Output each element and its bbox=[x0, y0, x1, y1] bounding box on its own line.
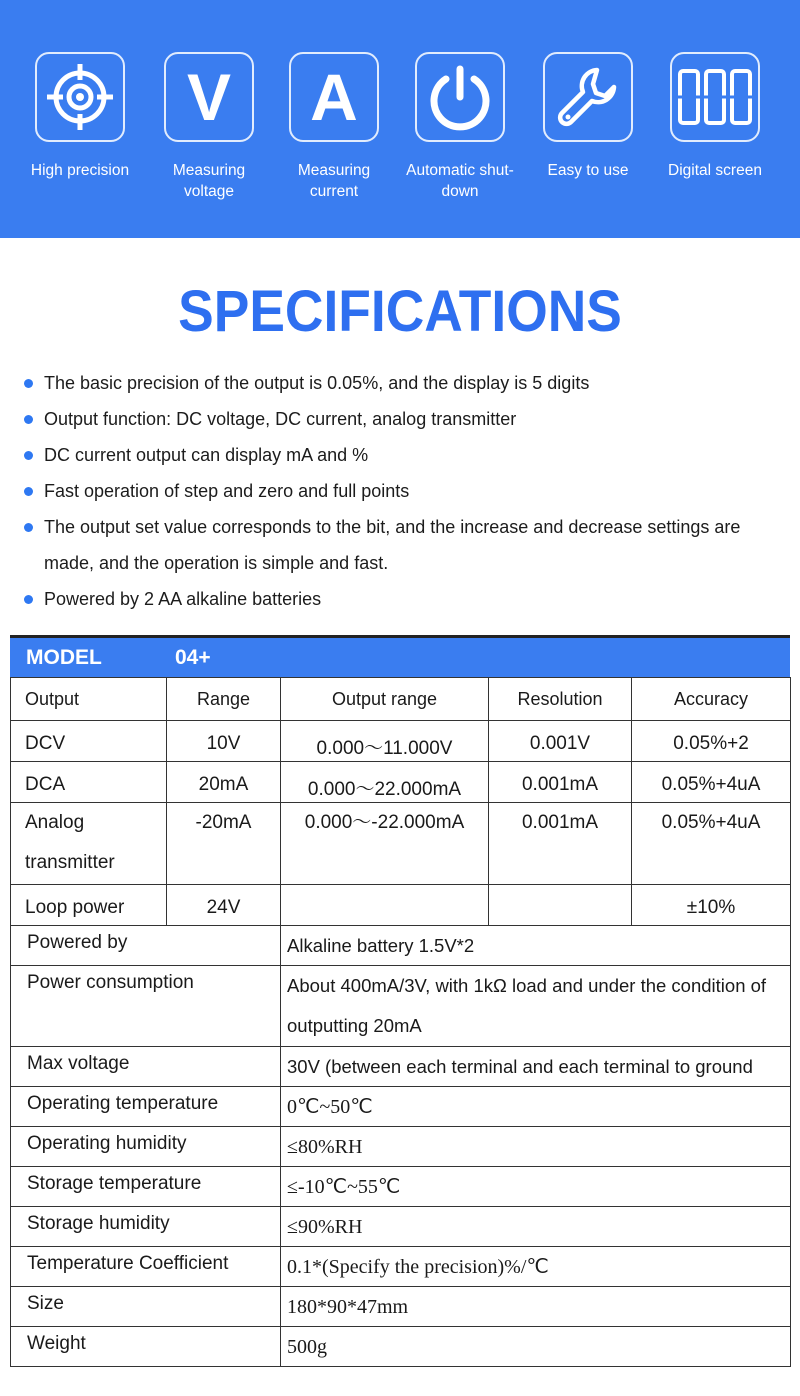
feature-label: High precision bbox=[30, 162, 130, 179]
spec-table bbox=[10, 635, 790, 1367]
letter-a-icon: A bbox=[310, 60, 358, 134]
wrench-icon bbox=[553, 62, 623, 132]
bullet-dot-icon bbox=[24, 595, 33, 604]
feature-automatic-shutdown bbox=[400, 52, 520, 202]
list-item bbox=[24, 509, 794, 581]
column-header: Output bbox=[11, 678, 167, 721]
table-cell: 0.000～-22.000mA bbox=[281, 803, 489, 885]
table-cell: 0.000～22.000mA bbox=[281, 762, 489, 803]
column-header: Output range bbox=[281, 678, 489, 721]
letter-v-icon: V bbox=[186, 60, 232, 134]
column-header: Resolution bbox=[489, 678, 632, 721]
model-label: MODEL bbox=[26, 645, 102, 669]
table-row bbox=[11, 966, 791, 1047]
table-cell: 0.05%+2 bbox=[632, 721, 791, 762]
table-cell: 0.001mA bbox=[489, 762, 632, 803]
spec-value: ≤80%RH bbox=[281, 1127, 791, 1167]
bullet-text: Output function: DC voltage, DC current, analog transmitter bbox=[44, 409, 517, 429]
list-item bbox=[24, 581, 794, 617]
table-cell: 0.001V bbox=[489, 721, 632, 762]
table-row bbox=[11, 1247, 791, 1287]
spec-key: Max voltage bbox=[11, 1047, 281, 1087]
table-row bbox=[11, 721, 791, 762]
spec-value: 180*90*47mm bbox=[281, 1287, 791, 1327]
table-cell: 20mA bbox=[167, 762, 281, 803]
table-cell: DCV bbox=[11, 721, 167, 762]
table-cell: 0.05%+4uA bbox=[632, 762, 791, 803]
column-header: Accuracy bbox=[632, 678, 791, 721]
feature-label: Digital screen bbox=[668, 162, 762, 179]
bullet-dot-icon bbox=[24, 415, 33, 424]
table-cell: 0.05%+4uA bbox=[632, 803, 791, 885]
feature-icon-box bbox=[289, 52, 379, 142]
model-value: 04+ bbox=[175, 645, 211, 669]
spec-value: ≤90%RH bbox=[281, 1207, 791, 1247]
spec-value: Alkaline battery 1.5V*2 bbox=[281, 926, 791, 966]
spec-value: 500g bbox=[281, 1327, 791, 1367]
table-cell: 10V bbox=[167, 721, 281, 762]
bullet-dot-icon bbox=[24, 487, 33, 496]
feature-measuring-current bbox=[274, 52, 394, 202]
feature-digital-screen bbox=[655, 52, 775, 181]
table-row bbox=[11, 762, 791, 803]
bullet-text: The basic precision of the output is 0.05%, and the display is 5 digits bbox=[44, 373, 590, 393]
model-header bbox=[10, 635, 790, 677]
feature-label: Measuring current bbox=[297, 162, 371, 200]
bullet-text: Fast operation of step and zero and full points bbox=[44, 481, 410, 501]
table-row bbox=[11, 1127, 791, 1167]
spec-key: Power consumption bbox=[11, 966, 281, 1047]
spec-detail-table bbox=[10, 925, 791, 1367]
feature-icon-box bbox=[164, 52, 254, 142]
table-cell: -20mA bbox=[167, 803, 281, 885]
feature-icon-box bbox=[670, 52, 760, 142]
bullet-dot-icon bbox=[24, 451, 33, 460]
feature-icon-box bbox=[35, 52, 125, 142]
table-row bbox=[11, 1327, 791, 1367]
spec-key: Storage humidity bbox=[11, 1207, 281, 1247]
spec-key: Storage temperature bbox=[11, 1167, 281, 1207]
spec-value: 0.1*(Specify the precision)%/℃ bbox=[281, 1247, 791, 1287]
feature-label: Measuring voltage bbox=[172, 162, 246, 200]
bullet-dot-icon bbox=[24, 523, 33, 532]
table-cell bbox=[281, 885, 489, 926]
table-cell: 0.000～11.000V bbox=[281, 721, 489, 762]
bullet-text: Powered by 2 AA alkaline batteries bbox=[44, 589, 322, 609]
table-cell bbox=[489, 885, 632, 926]
feature-icon-box bbox=[543, 52, 633, 142]
feature-measuring-voltage bbox=[149, 52, 269, 202]
table-cell: ±10% bbox=[632, 885, 791, 926]
spec-key: Powered by bbox=[11, 926, 281, 966]
table-row bbox=[11, 1047, 791, 1087]
table-row bbox=[11, 1287, 791, 1327]
power-icon bbox=[424, 61, 496, 133]
table-row bbox=[11, 1207, 791, 1247]
spec-value: 0℃~50℃ bbox=[281, 1087, 791, 1127]
output-table bbox=[10, 677, 791, 926]
feature-banner bbox=[0, 0, 800, 238]
spec-value: 30V (between each terminal and each terminal to ground bbox=[281, 1047, 791, 1087]
spec-value: ≤-10℃~55℃ bbox=[281, 1167, 791, 1207]
table-cell: DCA bbox=[11, 762, 167, 803]
list-item bbox=[24, 473, 794, 509]
column-header: Range bbox=[167, 678, 281, 721]
spec-key: Temperature Coefficient bbox=[11, 1247, 281, 1287]
table-row bbox=[11, 1167, 791, 1207]
bullet-text: DC current output can display mA and % bbox=[44, 445, 369, 465]
table-cell: Analog transmitter bbox=[11, 803, 167, 885]
spec-key: Size bbox=[11, 1287, 281, 1327]
feature-high-precision bbox=[20, 52, 140, 181]
spec-key: Operating temperature bbox=[11, 1087, 281, 1127]
bullet-dot-icon bbox=[24, 379, 33, 388]
table-row bbox=[11, 926, 791, 966]
feature-easy-to-use bbox=[528, 52, 648, 181]
table-cell: 24V bbox=[167, 885, 281, 926]
list-item bbox=[24, 437, 794, 473]
spec-key: Operating humidity bbox=[11, 1127, 281, 1167]
table-cell: 0.001mA bbox=[489, 803, 632, 885]
table-header-row bbox=[11, 678, 791, 721]
spec-key: Weight bbox=[11, 1327, 281, 1367]
feature-label: Automatic shut-down bbox=[406, 162, 514, 200]
crosshair-icon bbox=[43, 60, 117, 134]
feature-label: Easy to use bbox=[547, 162, 629, 179]
table-cell: Loop power bbox=[11, 885, 167, 926]
table-row bbox=[11, 803, 791, 885]
list-item bbox=[24, 401, 794, 437]
seven-segment-icon bbox=[677, 66, 753, 128]
table-row bbox=[11, 885, 791, 926]
bullet-text: The output set value corresponds to the bit, and the increase and decrease settings are made, and the operation is simple and fast. bbox=[44, 517, 741, 573]
page-title: SPECIFICATIONS bbox=[178, 279, 622, 344]
spec-value: About 400mA/3V, with 1kΩ load and under the condition of outputting 20mA bbox=[281, 966, 791, 1047]
spec-bullet-list bbox=[24, 365, 794, 617]
list-item bbox=[24, 365, 794, 401]
table-row bbox=[11, 1087, 791, 1127]
feature-icon-box bbox=[415, 52, 505, 142]
